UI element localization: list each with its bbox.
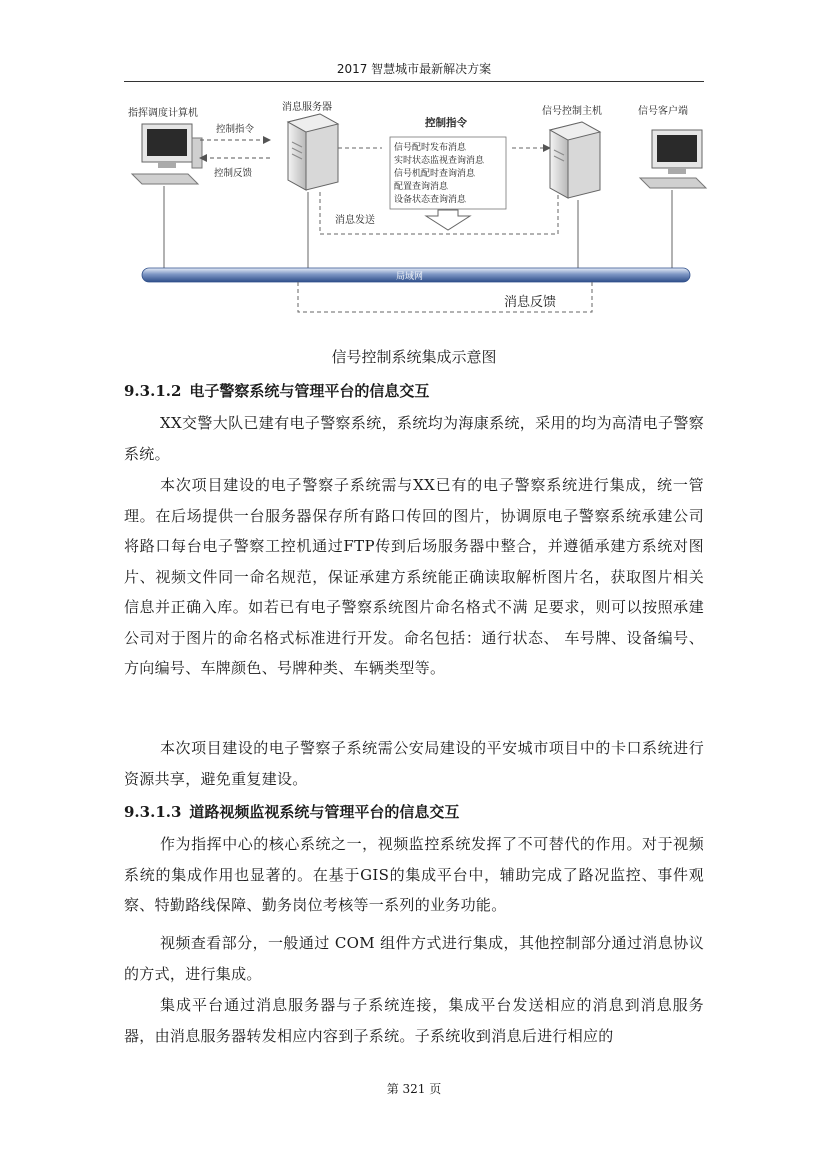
section-heading	[124, 801, 459, 822]
section-number: 9.3.1.2	[124, 382, 182, 400]
cmd-item: 设备状态查询消息	[394, 195, 467, 205]
cmd-item: 信号配时发布消息	[394, 143, 467, 153]
page-header: 2017 智慧城市最新解决方案	[336, 62, 492, 76]
cmd-item: 信号机配时查询消息	[394, 169, 476, 179]
msg-send-label: 消息发送	[335, 215, 375, 226]
client-label: 信号客户端	[638, 106, 688, 117]
computer-icon	[132, 124, 202, 184]
control-feedback-label: 控制反馈	[214, 168, 253, 179]
lan-label: 局域网	[396, 272, 424, 282]
dispatch-pc-label: 指挥调度计算机	[128, 108, 198, 119]
header-divider	[124, 81, 704, 82]
paragraph: 视频查看部分，一般通过 COM 组件方式进行集成，其他控制部分通过消息协议的方式，进行集成。	[124, 934, 704, 983]
page-number: 第 321 页	[386, 1082, 442, 1096]
section-title: 道路视频监视系统与管理平台的信息交互	[189, 803, 460, 821]
cmd-item: 实时状态监视查询消息	[394, 156, 485, 166]
section-heading	[124, 380, 429, 401]
msg-server-label: 消息服务器	[282, 102, 332, 113]
msg-feedback-label: 消息反馈	[504, 295, 557, 310]
paragraph: 集成平台通过消息服务器与子系统连接，集成平台发送相应的消息到消息服务器，由消息服务器转发相应内容到子系统。子系统收到消息后进行相应的	[124, 996, 704, 1045]
paragraph: 本次项目建设的电子警察子系统需公安局建设的平安城市项目中的卡口系统进行资源共享，避免重复建设。	[124, 739, 704, 788]
section-number: 9.3.1.3	[124, 803, 182, 821]
computer-icon	[640, 130, 706, 188]
server-icon	[550, 122, 600, 198]
paragraph: XX交警大队已建有电子警察系统，系统均为海康系统，采用的均为高清电子警察系统。	[124, 414, 704, 463]
server-icon	[288, 114, 338, 190]
figure-caption: 信号控制系统集成示意图	[331, 348, 497, 366]
cmd-item: 配置查询消息	[394, 182, 449, 192]
paragraph: 本次项目建设的电子警察子系统需与XX已有的电子警察系统进行集成，统一管理。在后场提供一台服务器保存所有路口传回的图片，协调原电子警察系统承建公司将路口每台电子警察工控机通过FTP传到后场服务器中整合，并遵循承建方系统对图片、视频文件同一命名规范，保证承建方系统能正确读取解析图片名，获取图片相关信息并正确入库。如若已有电子警察系统图片命名格式不满 足要求，则可以按照承建公司对于图片的命名格式标准进行开发。命名包括：通行状态、 车号牌、设备编号、方向编号、车牌颜色、号牌种类、车辆类型等。	[124, 476, 704, 677]
section-title: 电子警察系统与管理平台的信息交互	[189, 382, 430, 400]
control-host-label: 信号控制主机	[542, 106, 602, 117]
cmd-box-title: 控制指令	[425, 117, 467, 129]
paragraph: 作为指挥中心的核心系统之一，视频监控系统发挥了不可替代的作用。对于视频系统的集成作用也显著的。在基于GIS的集成平台中，辅助完成了路况监控、事件观察、特勤路线保障、勤务岗位考核等一系列的业务功能。	[124, 835, 704, 914]
down-arrow-icon	[426, 210, 470, 230]
signal-control-diagram	[120, 92, 710, 342]
control-cmd-label: 控制指令	[216, 124, 255, 135]
